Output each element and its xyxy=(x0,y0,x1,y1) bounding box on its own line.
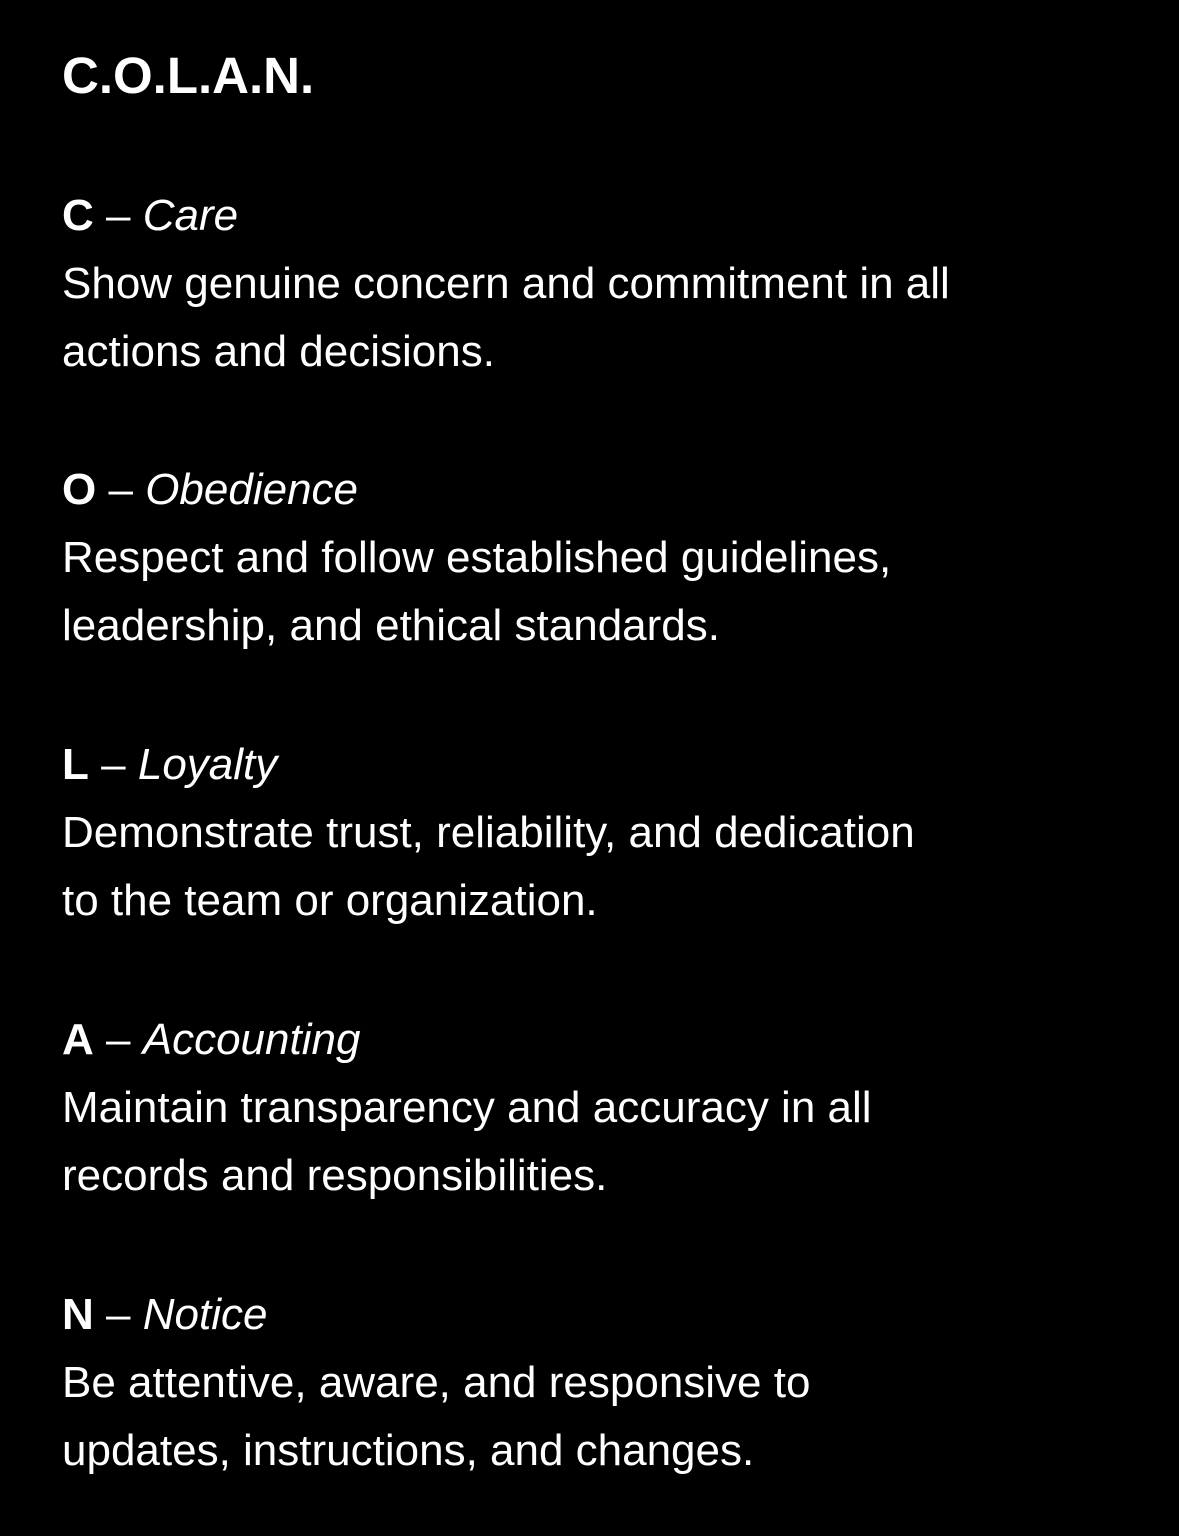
section-description xyxy=(62,524,1152,660)
section-word: Notice xyxy=(142,1290,268,1339)
description-line: Show genuine concern and commitment in all xyxy=(62,259,950,308)
section-heading xyxy=(62,1281,1152,1349)
section-heading xyxy=(62,456,1152,524)
section-dash: – xyxy=(106,191,131,240)
section-letter: O xyxy=(62,465,97,514)
section-loyalty xyxy=(62,731,1152,935)
description-line: leadership, and ethical standards. xyxy=(62,601,720,650)
section-description xyxy=(62,1349,1152,1485)
section-heading xyxy=(62,182,1152,250)
section-description xyxy=(62,250,1152,386)
description-line: updates, instructions, and changes. xyxy=(62,1426,755,1475)
section-word: Obedience xyxy=(145,465,359,514)
section-heading xyxy=(62,1006,1152,1074)
section-dash: – xyxy=(106,1290,131,1339)
section-notice xyxy=(62,1281,1152,1485)
section-letter: A xyxy=(62,1015,94,1064)
description-line: records and responsibilities. xyxy=(62,1151,608,1200)
section-care xyxy=(62,182,1152,386)
section-dash: – xyxy=(101,740,126,789)
section-dash: – xyxy=(108,465,133,514)
description-line: actions and decisions. xyxy=(62,327,495,376)
description-line: to the team or organization. xyxy=(62,876,598,925)
description-line: Maintain transparency and accuracy in all xyxy=(62,1083,872,1132)
section-accounting xyxy=(62,1006,1152,1210)
section-letter: L xyxy=(62,740,89,789)
section-dash: – xyxy=(106,1015,131,1064)
section-description xyxy=(62,1074,1152,1210)
section-description xyxy=(62,799,1152,935)
section-word: Care xyxy=(142,191,239,240)
section-letter: C xyxy=(62,191,94,240)
description-line: Be attentive, aware, and responsive to xyxy=(62,1358,811,1407)
section-word: Loyalty xyxy=(137,740,278,789)
section-obedience xyxy=(62,456,1152,660)
section-heading xyxy=(62,731,1152,799)
section-word: Accounting xyxy=(142,1015,361,1064)
section-letter: N xyxy=(62,1290,94,1339)
page-title: C.O.L.A.N. xyxy=(62,47,315,104)
description-line: Demonstrate trust, reliability, and dedication xyxy=(62,808,915,857)
description-line: Respect and follow established guidelines, xyxy=(62,533,892,582)
